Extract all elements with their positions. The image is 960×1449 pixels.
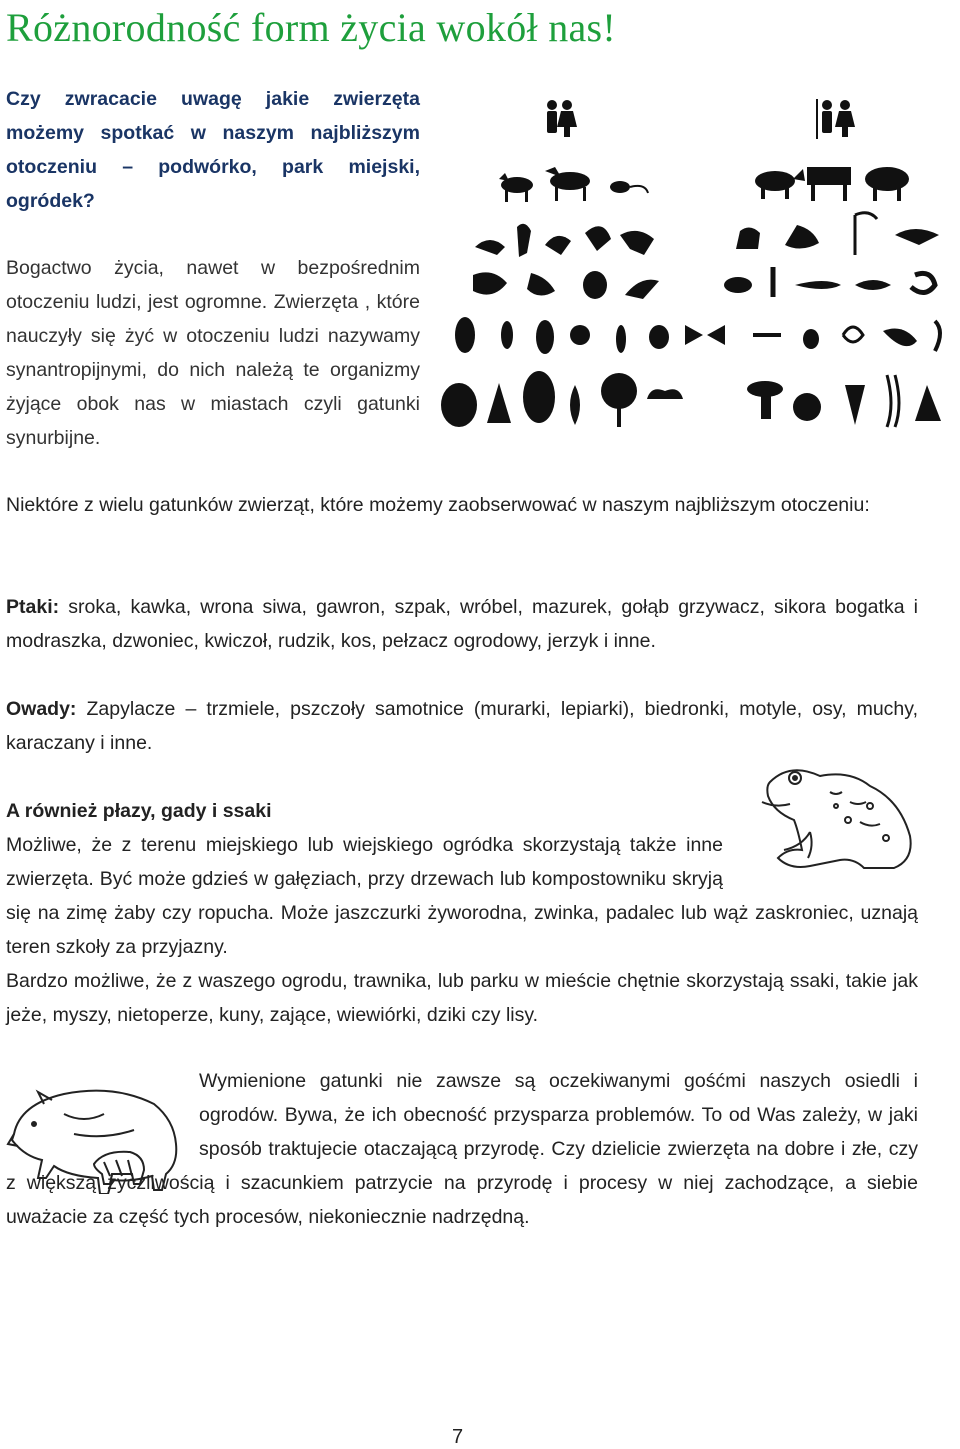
amphibians-text: Możliwe, że z terenu miejskiego lub wiejskiego ogródka skorzystają także inne zwierzęta. Być może gdzieś w gałęziach, przy drzewach lub kompostowniku skryją się na zimę żaby czy ropucha. Może jaszczurki żyworodna, zwinka, padalec lub wąż zaskroniec, uznają teren szkoły za przyjazny. — [6, 834, 918, 958]
birds-label: Ptaki: — [6, 596, 60, 618]
page-title: Różnorodność form życia wokół nas! — [6, 5, 617, 50]
birds-paragraph — [6, 590, 918, 658]
frog-drawing-icon — [750, 762, 920, 872]
insects-label: Owady: — [6, 698, 77, 720]
organism-silhouettes-grid-icon — [435, 95, 955, 455]
intro-question: Czy zwracacie uwagę jakie zwierzęta możemy spotkać w naszym najbliższym otoczeniu – podwórko, park miejski, ogródek? — [6, 88, 420, 212]
intro-species-paragraph — [6, 488, 918, 522]
insects-list: Zapylacze – trzmiele, pszczoły samotnice (murarki, lepiarki), biedronki, motyle, osy, muchy, karaczany i inne. — [6, 698, 918, 754]
amphibians-heading: A również płazy, gady i ssaki — [6, 800, 272, 822]
page-number: 7 — [452, 1426, 464, 1448]
birds-list: sroka, kawka, wrona siwa, gawron, szpak, wróbel, mazurek, gołąb grzywacz, sikora bogatka i modraszka, dzwoniec, kwiczoł, rudzik, kos, pełzacz ogrodowy, jerzyk i inne. — [6, 596, 918, 652]
closing-text: Wymienione gatunki nie zawsze są oczekiwanymi gośćmi naszych osiedli i ogrodów. Bywa, że ich obecność przysparza problemów. To od Was zależy, w jaki sposób traktujecie otaczającą przyrodę. Czy dzielicie zwierzęta na dobre i złe, czy z większą życzliwością i szacunkiem patrzycie na przyrodę i procesy w niej zachodzące, a siebie uważacie za część tych procesów, niekoniecznie nadrzędną. — [6, 1070, 918, 1228]
species-intro-text: Niektóre z wielu gatunków zwierząt, które możemy zaobserwować w naszym najbliższym otoczeniu: — [6, 494, 870, 516]
insects-paragraph — [6, 692, 918, 760]
mammals-text: Bardzo możliwe, że z waszego ogrodu, trawnika, lub parku w mieście chętnie skorzystają ssaki, takie jak jeże, myszy, nietoperze, kuny, zające, wiewiórki, dziki czy lisy. — [6, 970, 918, 1026]
boar-with-piglet-drawing-icon — [4, 1074, 184, 1194]
intro-paragraph: Bogactwo życia, nawet w bezpośrednim otoczeniu ludzi, jest ogromne. Zwierzęta , które nauczyły się żyć w otoczeniu ludzi nazywamy synantropijnymi, do nich należą te organizmy żyjące obok nas w miastach czyli gatunki synurbijne. — [6, 257, 420, 449]
